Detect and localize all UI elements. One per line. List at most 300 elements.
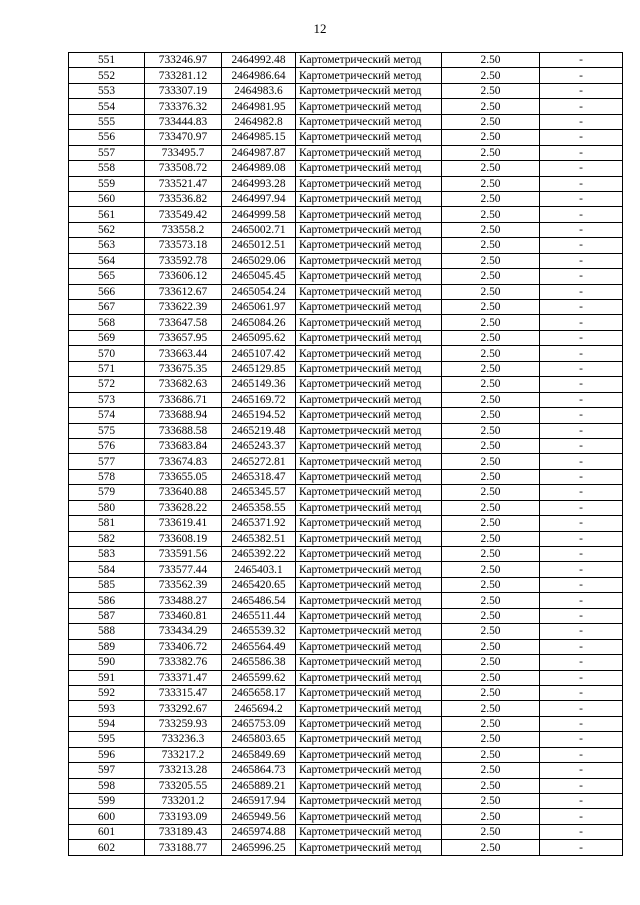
note-cell: -	[540, 639, 623, 654]
accuracy-cell: 2.50	[442, 670, 540, 685]
point-number-cell: 572	[69, 377, 145, 392]
point-number-cell: 551	[69, 53, 145, 68]
accuracy-cell: 2.50	[442, 315, 540, 330]
x-coordinate-cell: 733189.43	[145, 824, 222, 839]
note-cell: -	[540, 577, 623, 592]
point-number-cell: 566	[69, 284, 145, 299]
method-cell: Картометрический метод	[296, 53, 442, 68]
accuracy-cell: 2.50	[442, 732, 540, 747]
table-row	[69, 624, 623, 639]
note-cell: -	[540, 423, 623, 438]
x-coordinate-cell: 733406.72	[145, 639, 222, 654]
point-number-cell: 590	[69, 655, 145, 670]
accuracy-cell: 2.50	[442, 83, 540, 98]
note-cell: -	[540, 145, 623, 160]
note-cell: -	[540, 670, 623, 685]
x-coordinate-cell: 733683.84	[145, 438, 222, 453]
point-number-cell: 556	[69, 130, 145, 145]
point-number-cell: 592	[69, 685, 145, 700]
accuracy-cell: 2.50	[442, 423, 540, 438]
method-cell: Картометрический метод	[296, 191, 442, 206]
point-number-cell: 596	[69, 747, 145, 762]
point-number-cell: 558	[69, 161, 145, 176]
point-number-cell: 563	[69, 238, 145, 253]
accuracy-cell: 2.50	[442, 330, 540, 345]
y-coordinate-cell: 2465045.45	[222, 269, 296, 284]
x-coordinate-cell: 733201.2	[145, 794, 222, 809]
note-cell: -	[540, 624, 623, 639]
accuracy-cell: 2.50	[442, 99, 540, 114]
note-cell: -	[540, 655, 623, 670]
method-cell: Картометрический метод	[296, 500, 442, 515]
table-row	[69, 191, 623, 206]
method-cell: Картометрический метод	[296, 284, 442, 299]
y-coordinate-cell: 2465002.71	[222, 222, 296, 237]
note-cell: -	[540, 500, 623, 515]
page-number: 12	[313, 21, 327, 36]
y-coordinate-cell: 2464983.6	[222, 83, 296, 98]
x-coordinate-cell: 733619.41	[145, 516, 222, 531]
y-coordinate-cell: 2465889.21	[222, 778, 296, 793]
method-cell: Картометрический метод	[296, 130, 442, 145]
x-coordinate-cell: 733307.19	[145, 83, 222, 98]
point-number-cell: 567	[69, 300, 145, 315]
point-number-cell: 584	[69, 562, 145, 577]
point-number-cell: 561	[69, 207, 145, 222]
table-row	[69, 454, 623, 469]
note-cell: -	[540, 485, 623, 500]
x-coordinate-cell: 733371.47	[145, 670, 222, 685]
table-row	[69, 377, 623, 392]
table-row	[69, 83, 623, 98]
table-row	[69, 114, 623, 129]
table-row	[69, 639, 623, 654]
x-coordinate-cell: 733508.72	[145, 161, 222, 176]
method-cell: Картометрический метод	[296, 361, 442, 376]
accuracy-cell: 2.50	[442, 593, 540, 608]
table-row	[69, 809, 623, 824]
x-coordinate-cell: 733628.22	[145, 500, 222, 515]
x-coordinate-cell: 733686.71	[145, 392, 222, 407]
method-cell: Картометрический метод	[296, 454, 442, 469]
table-row	[69, 500, 623, 515]
method-cell: Картометрический метод	[296, 377, 442, 392]
method-cell: Картометрический метод	[296, 763, 442, 778]
point-number-cell: 576	[69, 438, 145, 453]
accuracy-cell: 2.50	[442, 531, 540, 546]
table-row	[69, 99, 623, 114]
accuracy-cell: 2.50	[442, 547, 540, 562]
table-row	[69, 130, 623, 145]
method-cell: Картометрический метод	[296, 423, 442, 438]
accuracy-cell: 2.50	[442, 716, 540, 731]
point-number-cell: 602	[69, 840, 145, 855]
note-cell: -	[540, 176, 623, 191]
accuracy-cell: 2.50	[442, 577, 540, 592]
method-cell: Картометрический метод	[296, 238, 442, 253]
note-cell: -	[540, 238, 623, 253]
note-cell: -	[540, 222, 623, 237]
y-coordinate-cell: 2465061.97	[222, 300, 296, 315]
point-number-cell: 586	[69, 593, 145, 608]
method-cell: Картометрический метод	[296, 794, 442, 809]
note-cell: -	[540, 253, 623, 268]
method-cell: Картометрический метод	[296, 83, 442, 98]
method-cell: Картометрический метод	[296, 145, 442, 160]
accuracy-cell: 2.50	[442, 794, 540, 809]
point-number-cell: 588	[69, 624, 145, 639]
method-cell: Картометрический метод	[296, 330, 442, 345]
point-number-cell: 599	[69, 794, 145, 809]
y-coordinate-cell: 2465243.37	[222, 438, 296, 453]
y-coordinate-cell: 2465949.56	[222, 809, 296, 824]
method-cell: Картометрический метод	[296, 269, 442, 284]
table-row	[69, 423, 623, 438]
table-row	[69, 408, 623, 423]
note-cell: -	[540, 469, 623, 484]
point-number-cell: 575	[69, 423, 145, 438]
method-cell: Картометрический метод	[296, 300, 442, 315]
y-coordinate-cell: 2464992.48	[222, 53, 296, 68]
x-coordinate-cell: 733657.95	[145, 330, 222, 345]
point-number-cell: 565	[69, 269, 145, 284]
y-coordinate-cell: 2465849.69	[222, 747, 296, 762]
point-number-cell: 580	[69, 500, 145, 515]
y-coordinate-cell: 2465420.65	[222, 577, 296, 592]
accuracy-cell: 2.50	[442, 809, 540, 824]
table-row	[69, 531, 623, 546]
note-cell: -	[540, 824, 623, 839]
table-row	[69, 485, 623, 500]
x-coordinate-cell: 733647.58	[145, 315, 222, 330]
accuracy-cell: 2.50	[442, 655, 540, 670]
x-coordinate-cell: 733592.78	[145, 253, 222, 268]
x-coordinate-cell: 733612.67	[145, 284, 222, 299]
x-coordinate-cell: 733640.88	[145, 485, 222, 500]
method-cell: Картометрический метод	[296, 624, 442, 639]
accuracy-cell: 2.50	[442, 68, 540, 83]
note-cell: -	[540, 161, 623, 176]
method-cell: Картометрический метод	[296, 253, 442, 268]
x-coordinate-cell: 733188.77	[145, 840, 222, 855]
table-row	[69, 794, 623, 809]
y-coordinate-cell: 2465194.52	[222, 408, 296, 423]
method-cell: Картометрический метод	[296, 176, 442, 191]
x-coordinate-cell: 733682.63	[145, 377, 222, 392]
accuracy-cell: 2.50	[442, 361, 540, 376]
note-cell: -	[540, 68, 623, 83]
accuracy-cell: 2.50	[442, 562, 540, 577]
point-number-cell: 577	[69, 454, 145, 469]
accuracy-cell: 2.50	[442, 500, 540, 515]
x-coordinate-cell: 733622.39	[145, 300, 222, 315]
coordinates-table	[68, 52, 623, 856]
method-cell: Картометрический метод	[296, 577, 442, 592]
point-number-cell: 564	[69, 253, 145, 268]
method-cell: Картометрический метод	[296, 68, 442, 83]
point-number-cell: 553	[69, 83, 145, 98]
point-number-cell: 557	[69, 145, 145, 160]
x-coordinate-cell: 733688.58	[145, 423, 222, 438]
method-cell: Картометрический метод	[296, 114, 442, 129]
x-coordinate-cell: 733259.93	[145, 716, 222, 731]
x-coordinate-cell: 733193.09	[145, 809, 222, 824]
method-cell: Картометрический метод	[296, 438, 442, 453]
accuracy-cell: 2.50	[442, 824, 540, 839]
point-number-cell: 573	[69, 392, 145, 407]
point-number-cell: 582	[69, 531, 145, 546]
table-row	[69, 53, 623, 68]
x-coordinate-cell: 733205.55	[145, 778, 222, 793]
method-cell: Картометрический метод	[296, 685, 442, 700]
table-row	[69, 284, 623, 299]
note-cell: -	[540, 516, 623, 531]
y-coordinate-cell: 2464997.94	[222, 191, 296, 206]
x-coordinate-cell: 733213.28	[145, 763, 222, 778]
x-coordinate-cell: 733608.19	[145, 531, 222, 546]
method-cell: Картометрический метод	[296, 701, 442, 716]
point-number-cell: 570	[69, 346, 145, 361]
table-row	[69, 655, 623, 670]
note-cell: -	[540, 99, 623, 114]
accuracy-cell: 2.50	[442, 639, 540, 654]
y-coordinate-cell: 2465149.36	[222, 377, 296, 392]
note-cell: -	[540, 300, 623, 315]
x-coordinate-cell: 733246.97	[145, 53, 222, 68]
note-cell: -	[540, 53, 623, 68]
note-cell: -	[540, 608, 623, 623]
y-coordinate-cell: 2464993.28	[222, 176, 296, 191]
method-cell: Картометрический метод	[296, 655, 442, 670]
note-cell: -	[540, 778, 623, 793]
accuracy-cell: 2.50	[442, 392, 540, 407]
y-coordinate-cell: 2465054.24	[222, 284, 296, 299]
y-coordinate-cell: 2465129.85	[222, 361, 296, 376]
x-coordinate-cell: 733217.2	[145, 747, 222, 762]
table-row	[69, 716, 623, 731]
note-cell: -	[540, 454, 623, 469]
note-cell: -	[540, 346, 623, 361]
point-number-cell: 595	[69, 732, 145, 747]
x-coordinate-cell: 733236.3	[145, 732, 222, 747]
y-coordinate-cell: 2465403.1	[222, 562, 296, 577]
accuracy-cell: 2.50	[442, 438, 540, 453]
note-cell: -	[540, 361, 623, 376]
accuracy-cell: 2.50	[442, 284, 540, 299]
point-number-cell: 559	[69, 176, 145, 191]
accuracy-cell: 2.50	[442, 161, 540, 176]
method-cell: Картометрический метод	[296, 716, 442, 731]
table-row	[69, 670, 623, 685]
accuracy-cell: 2.50	[442, 269, 540, 284]
note-cell: -	[540, 269, 623, 284]
accuracy-cell: 2.50	[442, 300, 540, 315]
method-cell: Картометрический метод	[296, 809, 442, 824]
point-number-cell: 554	[69, 99, 145, 114]
note-cell: -	[540, 392, 623, 407]
method-cell: Картометрический метод	[296, 747, 442, 762]
point-number-cell: 581	[69, 516, 145, 531]
point-number-cell: 578	[69, 469, 145, 484]
accuracy-cell: 2.50	[442, 454, 540, 469]
accuracy-cell: 2.50	[442, 685, 540, 700]
y-coordinate-cell: 2464982.8	[222, 114, 296, 129]
table-row	[69, 747, 623, 762]
note-cell: -	[540, 547, 623, 562]
table-row	[69, 840, 623, 855]
accuracy-cell: 2.50	[442, 191, 540, 206]
y-coordinate-cell: 2465371.92	[222, 516, 296, 531]
method-cell: Картометрический метод	[296, 824, 442, 839]
y-coordinate-cell: 2465169.72	[222, 392, 296, 407]
method-cell: Картометрический метод	[296, 732, 442, 747]
point-number-cell: 560	[69, 191, 145, 206]
method-cell: Картометрический метод	[296, 469, 442, 484]
y-coordinate-cell: 2465345.57	[222, 485, 296, 500]
note-cell: -	[540, 130, 623, 145]
method-cell: Картометрический метод	[296, 608, 442, 623]
method-cell: Картометрический метод	[296, 485, 442, 500]
x-coordinate-cell: 733495.7	[145, 145, 222, 160]
table-row	[69, 207, 623, 222]
x-coordinate-cell: 733573.18	[145, 238, 222, 253]
y-coordinate-cell: 2465694.2	[222, 701, 296, 716]
point-number-cell: 594	[69, 716, 145, 731]
table-row	[69, 824, 623, 839]
note-cell: -	[540, 840, 623, 855]
accuracy-cell: 2.50	[442, 53, 540, 68]
table-row	[69, 438, 623, 453]
method-cell: Картометрический метод	[296, 346, 442, 361]
table-row	[69, 685, 623, 700]
note-cell: -	[540, 191, 623, 206]
accuracy-cell: 2.50	[442, 377, 540, 392]
method-cell: Картометрический метод	[296, 161, 442, 176]
table-row	[69, 253, 623, 268]
accuracy-cell: 2.50	[442, 747, 540, 762]
method-cell: Картометрический метод	[296, 408, 442, 423]
coordinates-table-body	[69, 53, 623, 856]
x-coordinate-cell: 733315.47	[145, 685, 222, 700]
method-cell: Картометрический метод	[296, 670, 442, 685]
table-row	[69, 701, 623, 716]
note-cell: -	[540, 763, 623, 778]
x-coordinate-cell: 733655.05	[145, 469, 222, 484]
note-cell: -	[540, 284, 623, 299]
accuracy-cell: 2.50	[442, 408, 540, 423]
y-coordinate-cell: 2465996.25	[222, 840, 296, 855]
y-coordinate-cell: 2465753.09	[222, 716, 296, 731]
table-row	[69, 547, 623, 562]
method-cell: Картометрический метод	[296, 315, 442, 330]
y-coordinate-cell: 2465974.88	[222, 824, 296, 839]
point-number-cell: 555	[69, 114, 145, 129]
y-coordinate-cell: 2464989.08	[222, 161, 296, 176]
x-coordinate-cell: 733521.47	[145, 176, 222, 191]
point-number-cell: 569	[69, 330, 145, 345]
note-cell: -	[540, 408, 623, 423]
x-coordinate-cell: 733292.67	[145, 701, 222, 716]
y-coordinate-cell: 2465864.73	[222, 763, 296, 778]
note-cell: -	[540, 114, 623, 129]
y-coordinate-cell: 2465586.38	[222, 655, 296, 670]
accuracy-cell: 2.50	[442, 346, 540, 361]
note-cell: -	[540, 716, 623, 731]
x-coordinate-cell: 733675.35	[145, 361, 222, 376]
x-coordinate-cell: 733577.44	[145, 562, 222, 577]
accuracy-cell: 2.50	[442, 701, 540, 716]
table-row	[69, 238, 623, 253]
accuracy-cell: 2.50	[442, 253, 540, 268]
y-coordinate-cell: 2465564.49	[222, 639, 296, 654]
method-cell: Картометрический метод	[296, 222, 442, 237]
x-coordinate-cell: 733470.97	[145, 130, 222, 145]
x-coordinate-cell: 733382.76	[145, 655, 222, 670]
point-number-cell: 601	[69, 824, 145, 839]
accuracy-cell: 2.50	[442, 516, 540, 531]
accuracy-cell: 2.50	[442, 222, 540, 237]
table-row	[69, 68, 623, 83]
note-cell: -	[540, 794, 623, 809]
y-coordinate-cell: 2465272.81	[222, 454, 296, 469]
y-coordinate-cell: 2465084.26	[222, 315, 296, 330]
point-number-cell: 591	[69, 670, 145, 685]
y-coordinate-cell: 2465658.17	[222, 685, 296, 700]
x-coordinate-cell: 733444.83	[145, 114, 222, 129]
y-coordinate-cell: 2465539.32	[222, 624, 296, 639]
table-row	[69, 361, 623, 376]
point-number-cell: 589	[69, 639, 145, 654]
point-number-cell: 587	[69, 608, 145, 623]
y-coordinate-cell: 2465599.62	[222, 670, 296, 685]
y-coordinate-cell: 2464986.64	[222, 68, 296, 83]
method-cell: Картометрический метод	[296, 531, 442, 546]
note-cell: -	[540, 747, 623, 762]
table-row	[69, 222, 623, 237]
accuracy-cell: 2.50	[442, 145, 540, 160]
y-coordinate-cell: 2465318.47	[222, 469, 296, 484]
x-coordinate-cell: 733558.2	[145, 222, 222, 237]
note-cell: -	[540, 438, 623, 453]
accuracy-cell: 2.50	[442, 608, 540, 623]
x-coordinate-cell: 733434.29	[145, 624, 222, 639]
note-cell: -	[540, 83, 623, 98]
y-coordinate-cell: 2465392.22	[222, 547, 296, 562]
point-number-cell: 552	[69, 68, 145, 83]
y-coordinate-cell: 2465107.42	[222, 346, 296, 361]
point-number-cell: 598	[69, 778, 145, 793]
note-cell: -	[540, 330, 623, 345]
table-row	[69, 315, 623, 330]
y-coordinate-cell: 2465358.55	[222, 500, 296, 515]
note-cell: -	[540, 531, 623, 546]
accuracy-cell: 2.50	[442, 778, 540, 793]
accuracy-cell: 2.50	[442, 469, 540, 484]
x-coordinate-cell: 733606.12	[145, 269, 222, 284]
table-row	[69, 562, 623, 577]
table-row	[69, 392, 623, 407]
accuracy-cell: 2.50	[442, 176, 540, 191]
note-cell: -	[540, 207, 623, 222]
table-row	[69, 593, 623, 608]
y-coordinate-cell: 2465012.51	[222, 238, 296, 253]
method-cell: Картометрический метод	[296, 516, 442, 531]
accuracy-cell: 2.50	[442, 485, 540, 500]
table-row	[69, 763, 623, 778]
accuracy-cell: 2.50	[442, 114, 540, 129]
point-number-cell: 562	[69, 222, 145, 237]
note-cell: -	[540, 315, 623, 330]
